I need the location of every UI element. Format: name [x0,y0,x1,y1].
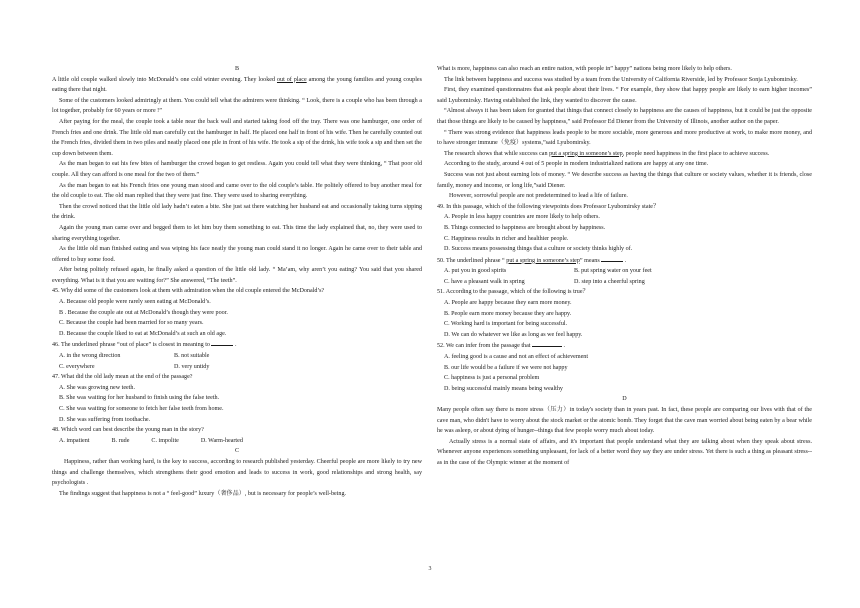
q46-options-row-2 [52,362,422,373]
question-48: 48. Which word can best describe the young man in the story? [52,427,204,434]
passage-b-paragraph-4: As the man began to eat his few bites of hamburger the crowd began to get restless. Again you could tell what they were thinking, “ That poor old couple. All they can afford is one meal for the two of them.” [52,161,422,178]
q45-option-c[interactable]: C. Because the couple had been married for so many years. [59,320,204,327]
q45-option-d[interactable]: D. Because the couple liked to eat at McDonald’s at such an old age. [59,330,227,337]
section-c-heading: C [234,448,240,455]
q46-option-d[interactable]: D. very untidy [174,363,210,370]
passage-c-paragraph-5: First, they examined questionnaires that ask people about their lives. “ For example, they show that happy people are likely to earn higher incomes” said Lyubomirsky. Having established the link, they wanted to discover the cause. [437,87,812,104]
q49-option-b[interactable]: B. Things connected to happiness are brought about by happiness. [444,224,606,231]
q48-option-d[interactable]: D. Warm-hearted [200,437,243,444]
q49-option-a[interactable]: A. People in less happy countries are more likely to help others. [444,214,600,221]
q47-option-b[interactable]: B. She was waiting for her husband to finish using the false teeth. [59,395,220,402]
q48-option-a[interactable]: A. impatient [59,437,90,444]
section-d-heading: D [622,396,627,403]
q51-option-b[interactable]: B. People earn more money because they are happy. [444,310,572,317]
q50-option-d[interactable]: D. step into a cheerful spring [574,278,645,285]
question-46: 46. The underlined phrase “out of place” is closest in meaning to . [52,339,422,351]
answer-blank [601,255,623,262]
passage-c-paragraph-9: According to the study, around 4 out of 5 people in modern industrialized nations are happy at any one time. [444,161,709,168]
q48-option-b[interactable]: B. rude [111,437,130,444]
left-column [52,64,422,499]
q51-option-d[interactable]: D. We can do whatever we like as long as we feel happy. [444,331,583,338]
passage-b-paragraph-7: Again the young man came over and begged them to let him buy them something to eat. This time the lady explained that, no, they were used to sharing everything together. [52,224,422,242]
question-51: 51. According to the passage, which of the following is true？ [437,289,589,296]
page-number: 3 [428,566,432,572]
passage-b-paragraph-1: A little old couple walked slowly into McDonald’s one cold winter evening. They looked out of place among the young families and young couples eating there that night. [52,76,422,94]
underlined-phrase: put a spring in someone’s step [506,257,580,264]
q47-option-a[interactable]: A. She was growing new teeth. [59,384,135,391]
q48-option-c[interactable]: C. impolite [151,437,179,444]
q51-option-c[interactable]: C. Working hard is important for being successful. [444,321,568,328]
q47-option-c[interactable]: C. She was waiting for someone to fetch her false teeth from home. [59,406,224,412]
underlined-phrase: put a spring in someone’s step [549,150,623,157]
q52-option-b[interactable]: B. our life would be a failure if we were not happy [444,364,568,371]
q45-option-b[interactable]: B . Because the couple ate out at McDonald’s though they were poor. [59,309,228,316]
q52-option-a[interactable]: A. feeling good is a cause and not an effect of achievement [444,354,589,361]
q47-option-d[interactable]: D. She was suffering from toothache. [59,416,151,423]
passage-c-paragraph-11: However, sorrowful people are not predetermined to lead a life of failure. [449,193,628,200]
passage-c-paragraph-2: The findings suggest that happiness is not a “ feel-good” luxury（奢侈品）, but is necessary for people’s well-being. [59,490,347,497]
passage-b-paragraph-8: As the little old man finished eating and was wiping his face neatly the young man could stand it no longer. Again he came over to their table and offered to buy some food. [52,246,422,263]
q48-options-row [52,436,422,447]
q45-option-a[interactable]: A. Because old people were rarely seen eating at McDonald’s. [59,299,211,306]
question-52: 52. We can infer from the passage that . [437,340,812,352]
passage-b-paragraph-9: After being politely refused again, he finally asked a question of the little old lady. “ Ma’am, why aren’t you eating? You said that you shared everything. What is it that you are waiting for?” She answered, “The teeth”. [52,267,422,284]
answer-blank [211,339,233,346]
passage-b-paragraph-3: After paying for the meal, the couple took a table near the back wall and started taking food off the tray. There was one hamburger, one order of French fries and one drink. The little old man carefully cut the hamburger in half. He placed one half in front of his wife. Then he carefully counted out the French fries, divided them in two piles and neatly placed one pile in front of his wife. He took a sip of the drink, his wife took a sip and then set the cup down between them. [52,118,422,157]
passage-c-paragraph-6: “Almost always it has been taken for granted that things that connect closely to happiness are the causes of happiness, but it could be just the opposite that those things are likely to be caused by happiness,” said Professor Ed Diener from the University of Illinois, another author on the paper. [437,108,812,125]
passage-c-paragraph-1: Happiness, rather than working hard, is the key to success, according to research published yesterday. Cheerful people are more likely to try new things and challenge themselves, which strengthens their good emotion and leads to success in work, good relationships and strong health, say psychologists . [52,458,422,487]
passage-b-paragraph-5: As the man began to eat his French fries one young man stood and came over to the old couple’s table. He politely offered to buy another meal for the old couple to eat. The old man replied that they were just fine. They were used to sharing everything. [52,182,422,200]
q49-option-d[interactable]: D. Success means possessing things that a culture or society thinks highly of. [444,246,633,253]
passage-b-paragraph-2: Some of the customers looked admiringly at them. You could tell what the admirers were thinking. “ Look, there is a couple who has been through a lot together, probably for 60 years or more !” [52,97,422,115]
q50-options-row-1 [437,266,812,277]
q52-option-d[interactable]: D. being successful mainly means being wealthy [444,385,563,392]
question-50: 50. The underlined phrase “ put a spring in someone’s step” means . [437,255,812,267]
q46-option-c[interactable]: C. everywhere [59,363,95,370]
q50-option-c[interactable]: C. have a pleasant walk in spring [444,278,525,285]
answer-blank [532,340,562,347]
q52-option-c[interactable]: C. happiness is just a personal problem [444,375,540,382]
q50-options-row-2 [437,277,812,288]
passage-c-paragraph-3: What is more, happiness can also reach an entire nation, with people in” happy” nations being more likely to help others. [437,66,732,72]
passage-d-paragraph-2: Actually stress is a normal state of affairs, and it's important that people understand what they are talking about when they speak about stress. Whenever anyone experiences something unpleasant, for lack of a better word they say they are under stress. Yet there is such a thing as pleasant stress--as in the case of the Olympic winner at the moment of [437,438,812,466]
q46-option-a[interactable]: A. in the wrong direction [59,353,121,360]
q50-option-b[interactable]: B. put spring water on your feet [574,268,652,275]
question-47: 47. What did the old lady mean at the end of the passage? [52,374,193,381]
question-49: 49. In this passage, which of the following viewpoints does Professor Lyubomirsky state？ [437,203,660,210]
passage-c-paragraph-10: Success was not just about earning lots of money. “ We describe success as having the things that culture or society values, whether it is friends, close family, money and income, or long life,”said Diener. [437,171,812,189]
passage-c-paragraph-4: The link between happiness and success was studied by a team from the University of California Riverside, led by Professor Sonja Lyubomirsky. [444,76,798,83]
passage-c-paragraph-7: “ There was strong evidence that happiness leads people to be more sociable, more generous and more productive at work, to make more money, and to have stronger immune（免疫）systems,”said Lyubomirsky. [437,129,812,147]
q50-option-a[interactable]: A. put you in good spirits [444,268,507,275]
right-column [437,64,812,469]
question-45: 45. Why did some of the customers look at them with admiration when the old couple entered the McDonald’s? [52,288,325,295]
q51-option-a[interactable]: A. People are happy because they earn more money. [444,300,572,307]
underlined-phrase: out of place [276,76,307,83]
passage-d-paragraph-1: Many people often say there is more stress（压力）in today's society than in years past. In fact, these people are comparing our lives with that of the cave man, who didn't have to worry about the stock market or the atomic bomb. They forget that the cave man worried about being eaten by a bear while he was asleep, or about dying of hunger--things that few people worry much about today. [437,407,812,435]
passage-b-paragraph-6: Then the crowd noticed that the little old lady hadn’t eaten a bite. She just sat there watching her husband eat and occasionally taking turns sipping the drink. [52,203,422,221]
q49-option-c[interactable]: C. Happiness results in richer and healthier people. [444,235,569,242]
section-b-heading: B [234,66,240,72]
q46-option-b[interactable]: B. not suitable [174,353,210,360]
q46-options-row-1 [52,351,422,362]
passage-c-paragraph-8: The research shows that while success can put a spring in someone’s step, people need happiness in the first place to achieve success. [444,150,770,157]
